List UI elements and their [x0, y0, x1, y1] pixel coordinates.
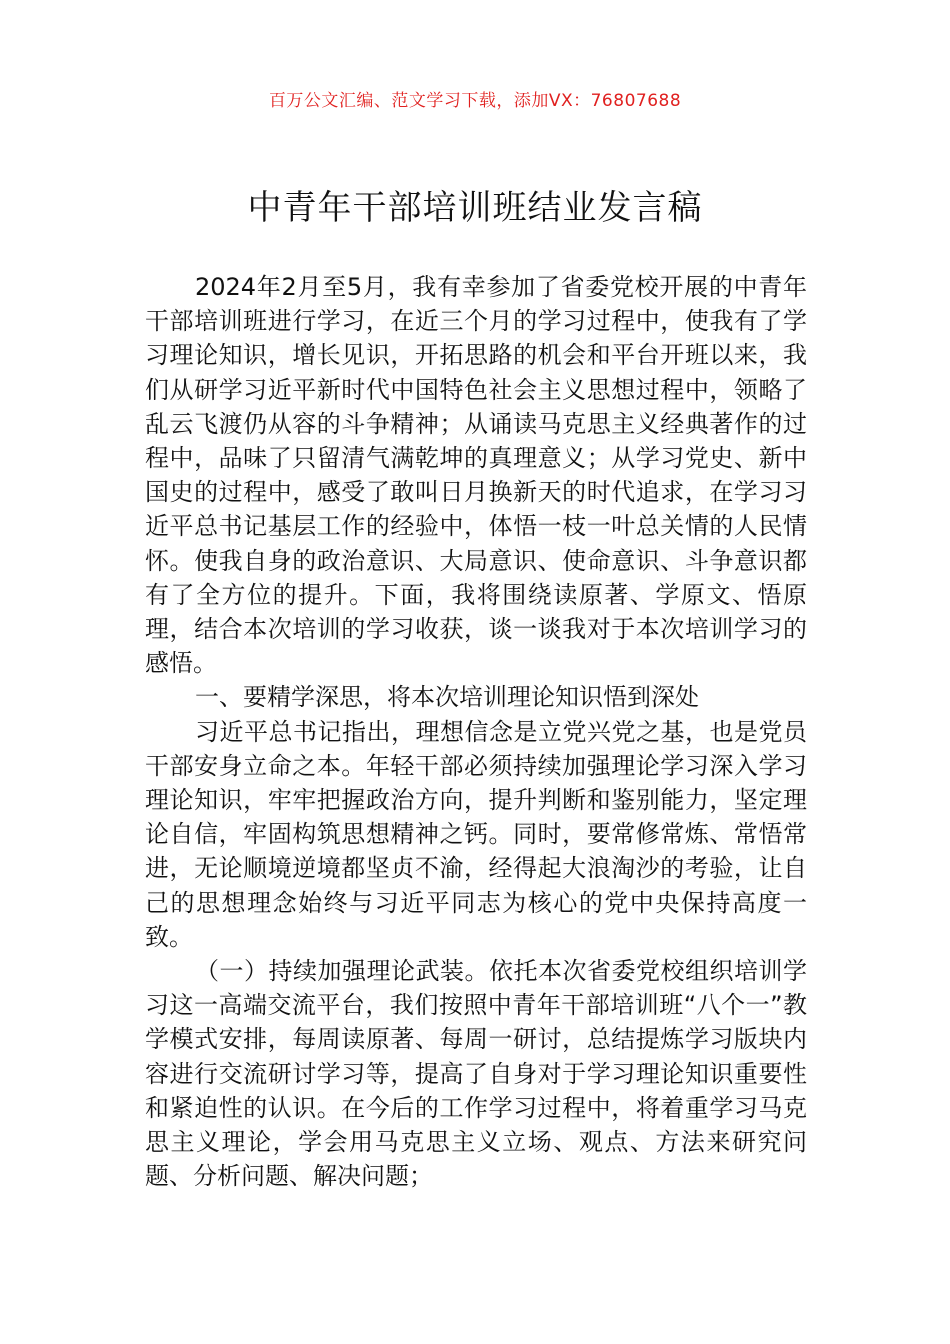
document-body — [145, 270, 807, 1193]
document-title: 中青年干部培训班结业发言稿 — [247, 188, 703, 228]
section-heading-1: 一、要精学深思，将本次培训理论知识悟到深处 — [195, 683, 699, 712]
header-note: 百万公文汇编、范文学习下载，添加VX：76807688 — [268, 91, 682, 111]
paragraph-intro: 2024年2月至5月，我有幸参加了省委党校开展的中青年干部培训班进行学习，在近三个月的学习过程中，使我有了学习理论知识，增长见识，开拓思路的机会和平台开班以来，我们从研学习近平新时代中国特色社会主义思想过程中，领略了乱云飞渡仍从容的斗争精神；从诵读马克思主义经典著作的过程中，品味了只留清气满乾坤的真理意义；从学习党史、新中国史的过程中，感受了敢叫日月换新天的时代追求，在学习习近平总书记基层工作的经验中，体悟一枝一叶总关情的人民情怀。使我自身的政治意识、大局意识、使命意识、斗争意识都有了全方位的提升。下面，我将围绕读原著、学原文、悟原理，结合本次培训的学习收获，谈一谈我对于本次培训学习的感悟。 — [145, 273, 807, 678]
paragraph-section-1: 习近平总书记指出，理想信念是立党兴党之基，也是党员干部安身立命之本。年轻干部必须持续加强理论学习深入学习理论知识，牢牢把握政治方向，提升判断和鉴别能力，坚定理论自信，牢固构筑思想精神之钙。同时，要常修常炼、常悟常进，无论顺境逆境都坚贞不渝，经得起大浪淘沙的考验，让自己的思想理念始终与习近平同志为核心的党中央保持高度一致。 — [145, 717, 807, 951]
paragraph-subsection-1: （一）持续加强理论武装。依托本次省委党校组织培训学习这一高端交流平台，我们按照中青年干部培训班“八个一”教学模式安排，每周读原著、每周一研讨，总结提炼学习版块内容进行交流研讨学习等，提高了自身对于学习理论知识重要性和紧迫性的认识。在今后的工作学习过程中，将着重学习马克思主义理论，学会用马克思主义立场、观点、方法来研究问题、分析问题、解决问题； — [145, 957, 807, 1191]
